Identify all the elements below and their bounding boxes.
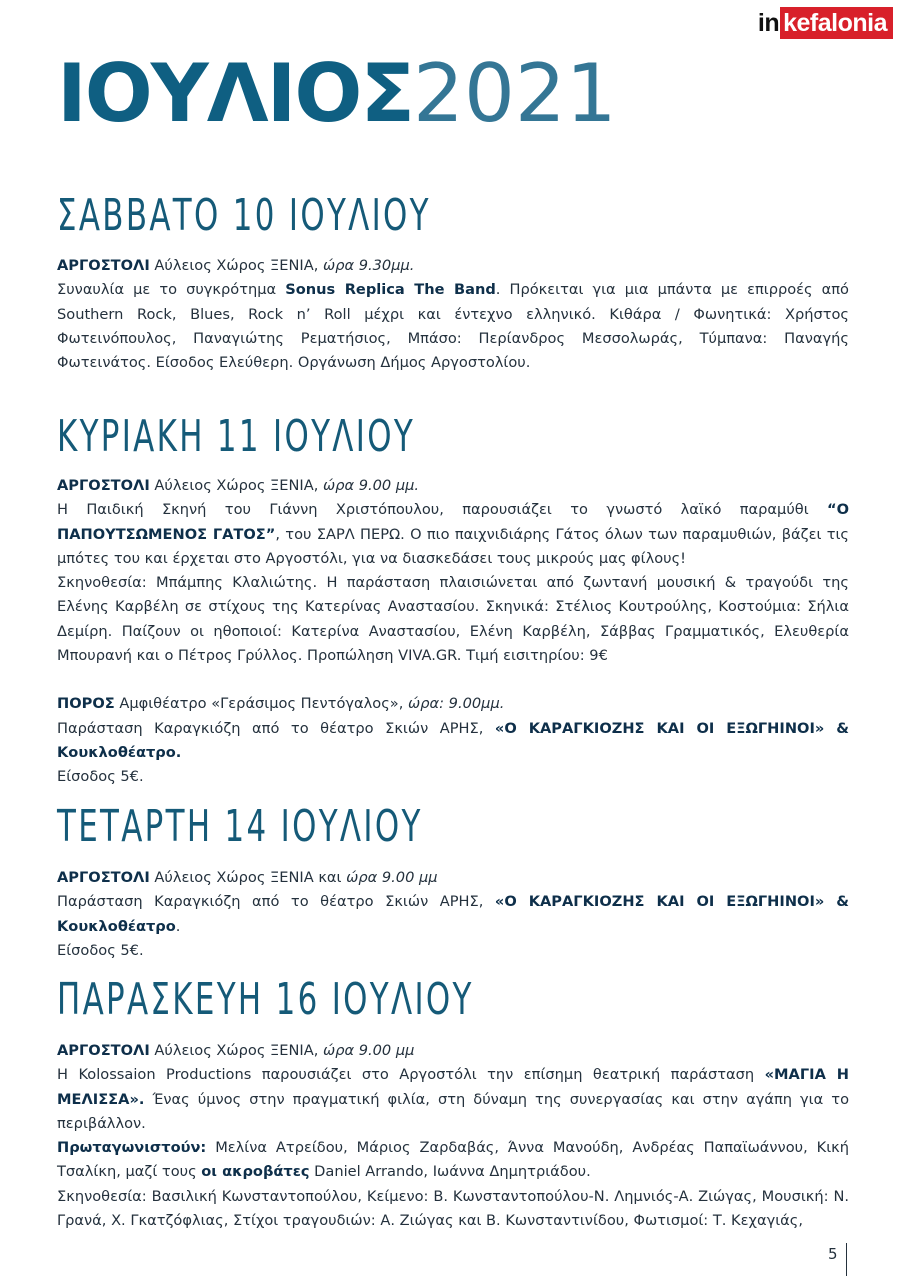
text-run: Daniel Arrando, Ιωάννα Δημητριάδου. [309,1163,591,1181]
show-title: «Ο ΚΑΡΑΓΚΙΟΖΗΣ ΚΑΙ ΟΙ ΕΞΩΓΗΙΝΟΙ» & Κουκλοθέατρο [57,893,849,935]
event-block-2 [57,474,849,790]
event-block-1 [57,254,849,375]
event-description [57,1063,849,1136]
acrobats-label: οι ακροβάτες [201,1163,310,1181]
band-name: Sonus Replica The Band [285,281,496,299]
event-credits: Σκηνοθεσία: Μπάμπης Κλαλιώτης. Η παράσταση πλαισιώνεται από ζωντανή μουσική & τραγούδι της Ελένης Καρβέλη σε στίχους της Κατερίνας Αναστασίου. Σκηνικά: Στέλιος Κουτρούλης, Κοστούμια: Σήλια Δεμίρη. Παίζουν οι ηθοποιοί: Κατερίνα Αναστασίου, Ελένη Καρβέλη, Σάββας Γραμματικός, Ελευθερία Μπουρανή και ο Πέτρος Γρύλλος. Προπώληση VIVA.GR. Τιμή εισιτηρίου: 9€ [57,574,849,665]
venue: Αύλειος Χώρος ΞΕΝΙΑ και [149,869,347,886]
logo-in: in [757,9,780,37]
day-heading-1: ΣΑΒΒΑΤΟ 10 ΙΟΥΛΙΟΥ [57,190,431,241]
entry-fee: Είσοδος 5€. [57,941,144,959]
show-title: «ΜΑΓΙΑ Η ΜΕΛΙΣΣΑ». [57,1066,849,1108]
text-run: Ένας ύμνος στην πραγματική φιλία, στη δύναμη της συνεργασίας και στην αγάπη για το περιβάλλον. [57,1090,850,1132]
show-title: «Ο ΚΑΡΑΓΚΙΟΖΗΣ ΚΑΙ ΟΙ ΕΞΩΓΗΙΝΟΙ» & Κουκλοθέατρο. [57,719,849,761]
text-run: . [175,917,181,935]
day-heading-3: ΤΕΤΑΡΤΗ 14 ΙΟΥΛΙΟΥ [57,801,423,852]
event-description [57,498,849,571]
text-run: . Πρόκειται για μια μπάντα με επιρροές από Southern Rock, Blues, Rock n’ Roll μέχρι και έντεχνο ελληνικό. Κιθάρα / Φωνητικά: Χρήστος Φωτεινόπουλος, Παναγιώτης Ρεματήσιος, Μπάσο: Περίανδρος Μεσσολωράς, Τύμπανα: Παναγής Φωτεινάτος. Είσοδος Ελεύθερη. Οργάνωση Δήμος Αργοστολίου. [57,281,849,372]
entry-fee: Είσοδος 5€. [57,768,144,786]
event-credits: Σκηνοθεσία: Βασιλική Κωνσταντοπούλου, Κείμενο: Β. Κωνσταντοπούλου-Ν. Λημνιός-Α. Ζιώγας, Μουσική: Ν. Γρανά, Χ. Γκατζόφλιας, Στίχοι τραγουδιών: Α. Ζιώγας και Β. Κωνσταντινίδου, Φωτισμοί: Τ. Κεχαγιάς, [57,1187,849,1230]
event-time: ώρα 9.00 μμ [322,1042,415,1059]
inkefalonia-logo [756,7,893,39]
page-number: 5 [828,1245,838,1263]
place-name: ΑΡΓΟΣΤΟΛΙ [57,257,150,274]
title-year: 2021 [413,47,617,140]
venue: Αύλειος Χώρος ΞΕΝΙΑ, [149,257,323,274]
spacer [57,668,849,692]
cast-label: Πρωταγωνιστούν: [57,1139,207,1157]
show-title: “Ο ΠΑΠΟΥΤΣΩΜΕΝΟΣ ΓΑΤΟΣ” [57,501,849,543]
event-description [57,717,849,766]
page-title [57,47,617,140]
event-block-4 [57,1039,849,1233]
title-month: ΙΟΥΛΙΟΣ [57,47,414,140]
place-name: ΑΡΓΟΣΤΟΛΙ [57,1042,150,1059]
event-location-line [57,692,849,716]
venue: Αμφιθέατρο «Γεράσιμος Πεντόγαλος», [114,695,408,713]
text-run: Η Kolossaion Productions παρουσιάζει στο Αργοστόλι την επίσημη θεατρική παράσταση [57,1066,765,1084]
text-run: Παράσταση Καραγκιόζη από το θέατρο Σκιών ΑΡΗΣ, [57,719,495,737]
venue: Αύλειος Χώρος ΞΕΝΙΑ, [149,477,323,494]
cast-line [57,1136,849,1185]
day-heading-4: ΠΑΡΑΣΚΕΥΗ 16 ΙΟΥΛΙΟΥ [57,974,474,1025]
event-description [57,278,849,375]
event-block-3 [57,866,849,963]
event-location-line [57,1039,849,1063]
logo-kefalonia: kefalonia [780,7,893,39]
place-name: ΠΟΡΟΣ [57,695,115,713]
text-run: Παράσταση Καραγκιόζη από το θέατρο Σκιών ΑΡΗΣ, [57,893,495,911]
venue: Αύλειος Χώρος ΞΕΝΙΑ, [149,1042,323,1059]
day-heading-2: ΚΥΡΙΑΚΗ 11 ΙΟΥΛΙΟΥ [57,411,416,462]
event-time: ώρα 9.00 μμ [346,869,438,886]
text-run: Η Παιδική Σκηνή του Γιάννη Χριστόπουλου, παρουσιάζει το γνωστό λαϊκό παραμύθι [57,501,827,519]
event-location-line [57,254,849,278]
text-run: Μελίνα Ατρείδου, Μάριος Ζαρδαβάς, Άννα Μανούδη, Ανδρέας Παπαϊωάννου, Κική Τσαλίκη, μαζί τους [57,1139,849,1181]
text-run: Συναυλία με το συγκρότημα [57,281,286,299]
place-name: ΑΡΓΟΣΤΟΛΙ [57,477,150,494]
event-description [57,890,849,939]
page-number-rule [846,1243,847,1276]
event-time: ώρα 9.00 μμ. [322,477,420,494]
event-time: ώρα 9.30μμ. [322,257,415,274]
event-location-line [57,866,849,890]
event-time: ώρα: 9.00μμ. [408,695,505,713]
event-location-line [57,474,849,498]
place-name: ΑΡΓΟΣΤΟΛΙ [57,869,150,886]
text-run: , του ΣΑΡΛ ΠΕΡΩ. Ο πιο παιχνιδιάρης Γάτος όλων των παραμυθιών, βάζει τις μπότες του και έρχεται στο Αργοστόλι, για να διασκεδάσει τους μικρούς μας φίλους! [57,525,849,567]
